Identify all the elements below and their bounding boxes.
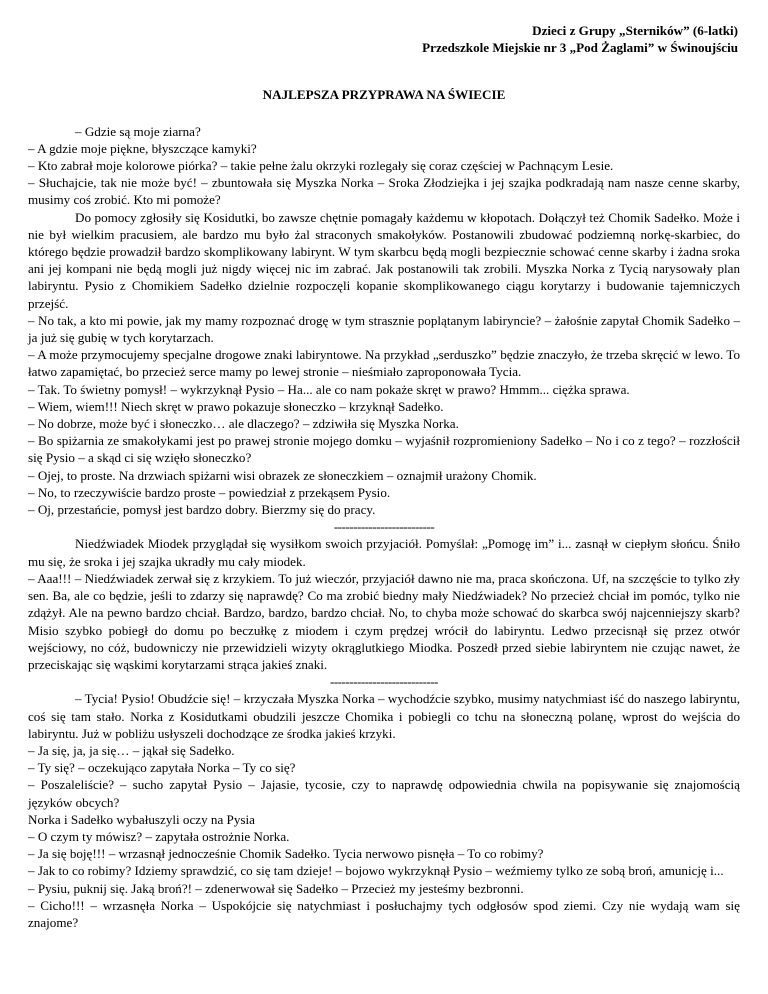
paragraph: – Gdzie są moje ziarna? bbox=[75, 123, 201, 139]
paragraph: – Ojej, to proste. Na drzwiach spiżarni wisi obrazek ze słoneczkiem – oznajmił urażony Chomik. bbox=[28, 467, 537, 483]
paragraph: – Tak. To świetny pomysł! – wykrzyknął Pysio – Ha... ale co nam pokaże skręt w prawo? Hmmm... ciężka sprawa. bbox=[28, 381, 630, 397]
paragraph: – Ja się boję!!! – wrzasnął jednocześnie Chomik Sadełko. Tycia nerwowo pisnęła – To co robimy? bbox=[28, 846, 544, 862]
paragraph: – O czym ty mówisz? – zapytała ostrożnie Norka. bbox=[28, 828, 290, 844]
paragraph: – Kto zabrał moje kolorowe piórka? – takie pełne żalu okrzyki rozlegały się coraz częściej w Pachnącym Lesie. bbox=[28, 158, 614, 174]
paragraph: – Jak to co robimy? Idziemy sprawdzić, co się tam dzieje! – bojowo wykrzyknął Pysio – weźmiemy tylko ze sobą broń, amunicję i... bbox=[28, 863, 724, 879]
paragraph: Do pomocy zgłosiły się Kosidutki, bo zawsze chętnie pomagały każdemu w kłopotach. Dołączył też Chomik Sadełko. Może i nie był wielkim pracusiem, ale bardzo mu było żal straconych smakołyków. Postanowili zbudować podziemną norkę-skarbiec, do którego będzie prowadził bardzo skomplikowany labirynt. W tym skarbcu będą mogli bezpiecznie schować cenne skarby i żadna sroka ani jej kompani nie będą mogli już nigdy więcej nic im zabrać. Jak postanowili tak zrobili. Myszka Norka z Tycią narysowały plan labiryntu. Pysio z Chomikiem Sadełko dzielnie rozpoczęli kopanie skomplikowanego ciągu korytarzy i budowanie tajemniczych przejść. bbox=[28, 209, 740, 311]
paragraph: Norka i Sadełko wybałuszyli oczy na Pysia bbox=[28, 811, 255, 827]
paragraph: – Poszaleliście? – sucho zapytał Pysio – Jajasie, tycosie, czy to naprawdę odpowiednia chwila na popisywanie się znajomością języków obcych? bbox=[28, 777, 740, 810]
header-group-line: Dzieci z Grupy „Sterników” (6-latki) bbox=[532, 23, 738, 38]
paragraph: – Pysiu, puknij się. Jaką broń?! – zdenerwował się Sadełko – Przecież my jesteśmy bezbronni. bbox=[28, 880, 524, 896]
section-separator: ---------------------------- bbox=[329, 674, 439, 690]
section-separator: -------------------------- bbox=[333, 519, 435, 535]
story-body bbox=[28, 123, 740, 932]
paragraph: – No, to rzeczywiście bardzo proste – powiedział z przekąsem Pysio. bbox=[28, 484, 391, 500]
paragraph: – No tak, a kto mi powie, jak my mamy rozpoznać drogę w tym strasznie poplątanym labiryncie? – żałośnie zapytał Chomik Sadełko – ja już się gubię w tych korytarzach. bbox=[28, 312, 740, 346]
paragraph: – No dobrze, może być i słoneczko… ale dlaczego? – zdziwiła się Myszka Norka. bbox=[28, 416, 459, 432]
paragraph: – A może przymocujemy specjalne drogowe znaki labiryntowe. Na przykład „serduszko” będzie znaczyło, że trzeba skręcić w lewo. To łatwo zapamiętać, bo przecież serce mamy po lewej stronie – nieśmiało zaproponowała Tycia. bbox=[28, 347, 740, 380]
paragraph: – A gdzie moje piękne, błyszczące kamyki? bbox=[28, 140, 257, 156]
story-title: NAJLEPSZA PRZYPRAWA NA ŚWIECIE bbox=[262, 87, 506, 103]
paragraph: – Bo spiżarnia ze smakołykami jest po prawej stronie mojego domku – wyjaśnił rozpromieniony Sadełko – No i co z tego? – rozzłościł się Pysio – a skąd ci się wzięło słoneczko? bbox=[28, 433, 740, 466]
paragraph: – Tycia! Pysio! Obudźcie się! – krzyczała Myszka Norka – wychodźcie szybko, musimy natychmiast iść do naszego labiryntu, coś się tam stało. Norka z Kosidutkami obudzili jeszcze Chomika i pobiegli co tchu na słoneczną polanę, wprost do wejścia do labiryntu. Już w pobliżu usłyszeli dochodzące ze środka jakieś krzyki. bbox=[28, 691, 740, 741]
paragraph: – Ja się, ja, ja się… – jąkał się Sadełko. bbox=[28, 742, 235, 758]
paragraph: – Oj, przestańcie, pomysł jest bardzo dobry. Bierzmy się do pracy. bbox=[28, 502, 376, 518]
paragraph: Niedźwiadek Miodek przyglądał się wysiłkom swoich przyjaciół. Pomyślał: „Pomogę im” i... zasnął w ciepłym słońcu. Śniło mu się, że sroka i jej szajka ukradły mu cały miodek. bbox=[28, 536, 740, 569]
paragraph: – Słuchajcie, tak nie może być! – zbuntowała się Myszka Norka – Sroka Złodziejka i jej szajka podkradają nam nasze cenne skarby, musimy coś zrobić. Kto mi pomoże? bbox=[28, 175, 740, 208]
paragraph: – Cicho!!! – wrzasnęła Norka – Uspokójcie się natychmiast i posłuchajmy tych odgłosów spod ziemi. Czy nie wydają wam się znajome? bbox=[28, 897, 740, 930]
header-school-line: Przedszkole Miejskie nr 3 „Pod Żaglami” w Świnoujściu bbox=[422, 40, 738, 56]
paragraph: – Aaa!!! – Niedźwiadek zerwał się z krzykiem. To już wieczór, przyjaciół dawno nie ma, praca skończona. Uf, na szczęście to tylko zły sen. Ba, ale co będzie, jeśli to zdarzy się naprawdę? Co ma zrobić biedny mały Niedźwiadek? No przecież chciał im pomóc, tylko nie zdążył. Ale na pewno bardzo chciał. Bardzo, bardzo, bardzo chciał. No, to chyba może schować do skarbca swój najcenniejszy skarb? Misio szybko pobiegł do domu po beczułkę z miodem i czym prędzej wrócił do labiryntu. Ledwo przecisnął się przez otwór wejściowy, no cóż, budowniczy nie przewidzieli wizyty okrąglutkiego Miodka. Poszedł przed siebie labiryntem nie czując nawet, że przeciskając się wąskimi korytarzami strąca jakieś znaki. bbox=[28, 570, 740, 672]
paragraph: – Ty się? – oczekująco zapytała Norka – Ty co się? bbox=[28, 760, 296, 776]
paragraph: – Wiem, wiem!!! Niech skręt w prawo pokazuje słoneczko – krzyknął Sadełko. bbox=[28, 398, 444, 414]
document-header bbox=[28, 22, 738, 56]
